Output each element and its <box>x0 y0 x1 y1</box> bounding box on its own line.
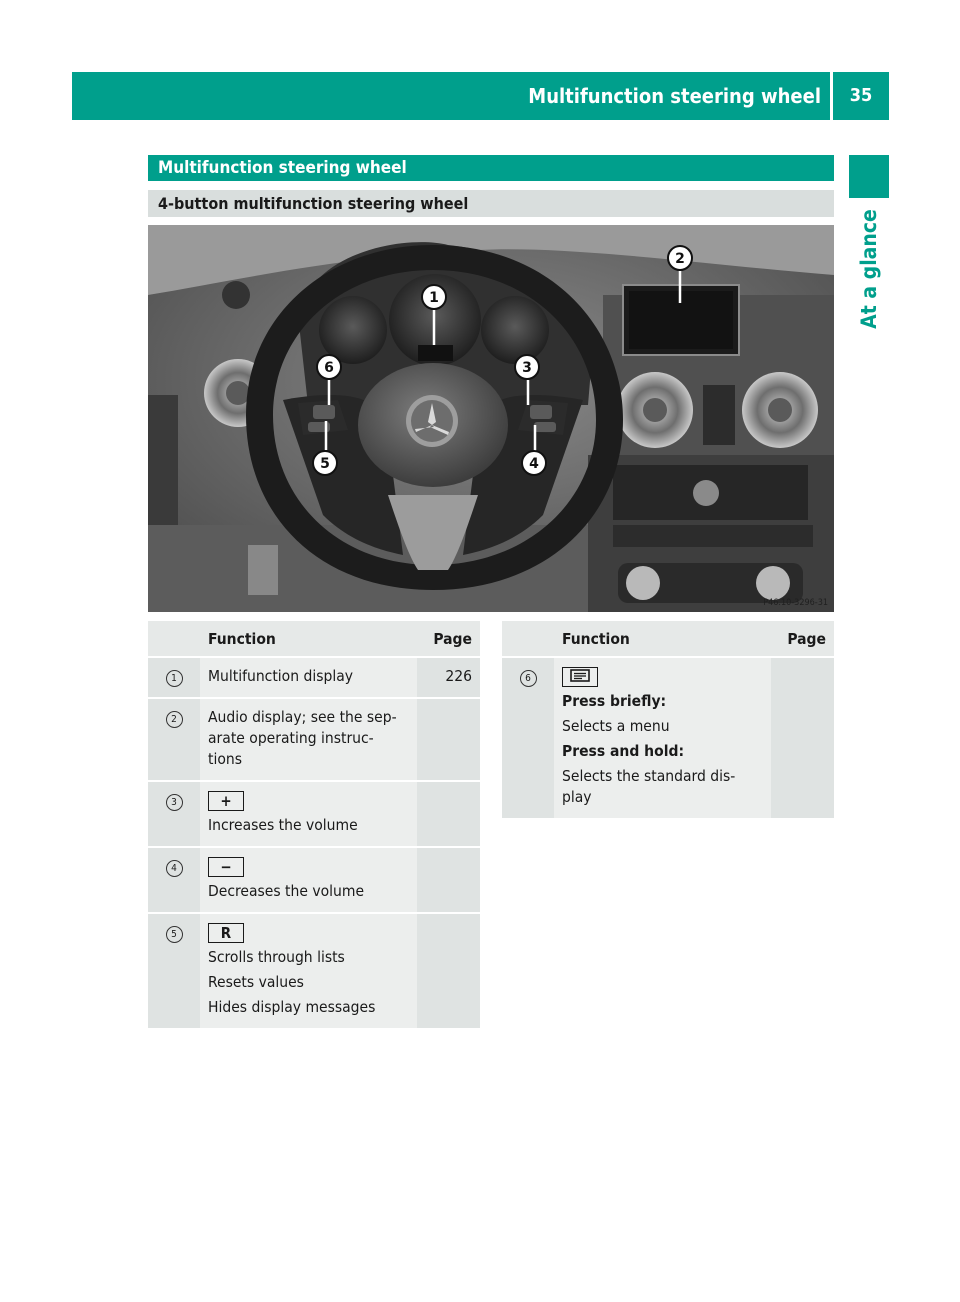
function-text: play <box>562 788 592 806</box>
minus-key-icon: − <box>208 857 244 877</box>
function-text: Multifunction display <box>208 667 353 685</box>
callout-1 <box>422 285 446 309</box>
item-number: 2 <box>166 711 183 728</box>
svg-text:3: 3 <box>522 360 532 376</box>
page-ref <box>417 698 480 781</box>
item-number: 3 <box>166 794 183 811</box>
function-text: Resets values <box>208 973 304 991</box>
table-row <box>148 847 480 913</box>
table-row <box>148 698 480 781</box>
side-tab <box>849 205 889 333</box>
function-table-left <box>148 621 480 1030</box>
table-row <box>148 913 480 1029</box>
figure-code: P46.10-3296-31 <box>763 598 828 608</box>
table-header-row <box>148 621 480 657</box>
side-tab-marker <box>849 155 889 198</box>
running-header <box>72 72 889 120</box>
function-text: Hides display messages <box>208 998 376 1016</box>
col-page-header: Page <box>417 621 480 657</box>
function-text: Selects the standard dis- <box>562 767 736 785</box>
page-ref <box>417 913 480 1029</box>
function-text: arate operating instruc- <box>208 729 374 747</box>
page-ref <box>771 657 834 819</box>
function-table-right <box>502 621 834 820</box>
side-tab-label: At a glance <box>857 209 881 329</box>
svg-text:1: 1 <box>429 290 439 306</box>
svg-text:2: 2 <box>675 251 685 267</box>
callout-4 <box>522 451 546 475</box>
table-row <box>148 781 480 847</box>
col-function-header: Function <box>554 621 771 657</box>
menu-display-icon <box>562 667 598 687</box>
page-number: 35 <box>849 85 873 106</box>
callout-5 <box>313 451 337 475</box>
item-number: 1 <box>166 670 183 687</box>
table-row <box>502 657 834 819</box>
function-text: Decreases the volume <box>208 882 365 900</box>
callout-6 <box>317 355 341 379</box>
steering-wheel-illustration <box>148 225 834 612</box>
press-briefly-label: Press briefly: <box>562 692 667 710</box>
item-number: 5 <box>166 926 183 943</box>
page-ref <box>417 847 480 913</box>
section-title: Multifunction steering wheel <box>148 155 834 181</box>
col-page-header: Page <box>771 621 834 657</box>
item-number: 4 <box>166 860 183 877</box>
function-text: Increases the volume <box>208 816 358 834</box>
callout-3 <box>515 355 539 379</box>
menu-display-icon-svg <box>565 668 595 684</box>
running-header-title: Multifunction steering wheel <box>528 84 821 108</box>
plus-key-icon: + <box>208 791 244 811</box>
function-text: tions <box>208 750 242 768</box>
function-text: Audio display; see the sep- <box>208 708 397 726</box>
page-ref <box>417 781 480 847</box>
col-number-header <box>148 621 200 657</box>
page-ref: 226 <box>417 657 480 698</box>
subsection-title: 4-button multifunction steering wheel <box>148 190 834 217</box>
col-number-header <box>502 621 554 657</box>
item-number: 6 <box>520 670 537 687</box>
function-text: Selects a menu <box>562 717 670 735</box>
steering-wheel-photo <box>148 225 834 612</box>
table-header-row <box>502 621 834 657</box>
svg-text:6: 6 <box>324 360 334 376</box>
callout-2 <box>668 246 692 270</box>
reset-key-icon: R <box>208 923 244 943</box>
svg-text:4: 4 <box>529 456 539 472</box>
table-row <box>148 657 480 698</box>
press-hold-label: Press and hold: <box>562 742 685 760</box>
function-text: Scrolls through lists <box>208 948 345 966</box>
svg-text:5: 5 <box>320 456 330 472</box>
col-function-header: Function <box>200 621 417 657</box>
